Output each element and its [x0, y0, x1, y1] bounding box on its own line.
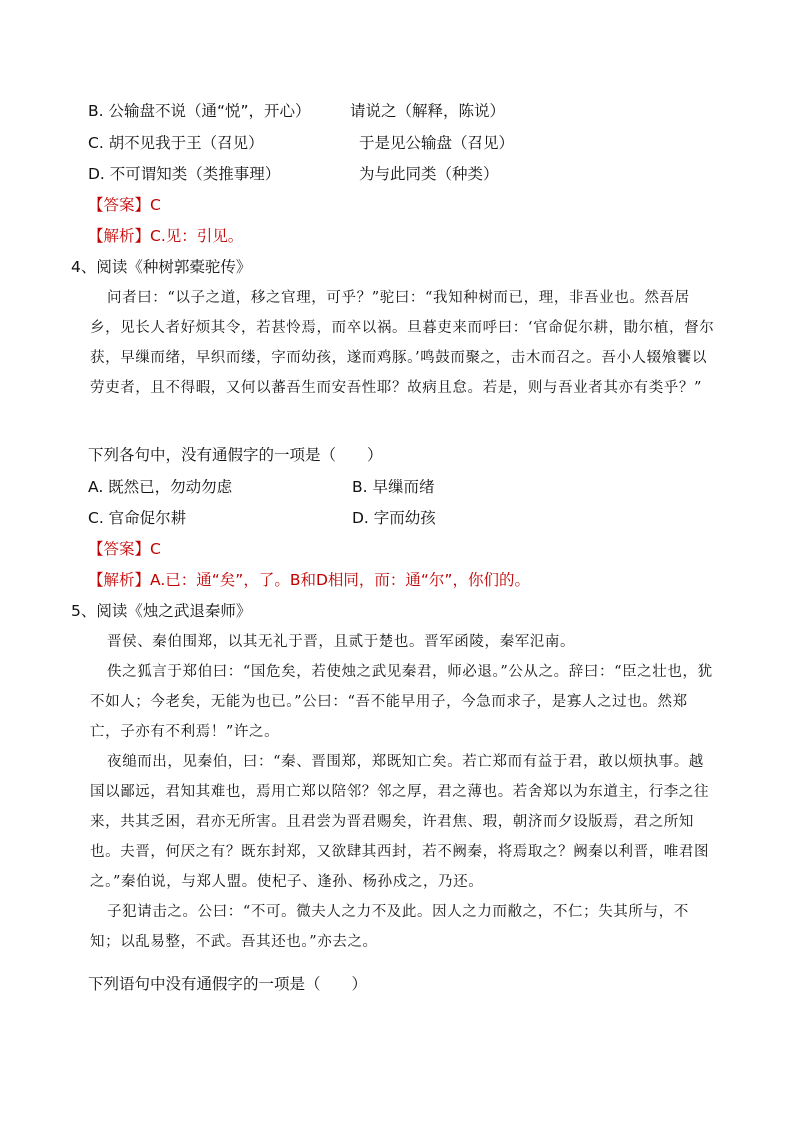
q5-paragraph-1: 晋侯、秦伯围郑，以其无礼于晋，且贰于楚也。晋军函陵，秦军氾南。 — [107, 634, 576, 650]
q4-title: 4、阅读《种树郭橐驼传》 — [71, 258, 252, 276]
q4-answer-value: C — [150, 540, 161, 558]
q5-title: 5、阅读《烛之武退秦师》 — [71, 602, 252, 620]
q4-passage: 问者曰：“以子之道，移之官理，可乎？”驼曰：“我知种树而已，理，非吾业也。然吾居乡，见长人者好烦其令，若甚怜焉，而卒以祸。旦暮吏来而呼曰：‘官命促尔耕，勖尔植，督尔获，早缫而绪，早织而缕，字而幼孩，遂而鸡豚。’鸣鼓而聚之，击木而召之。吾小人辍飧饔以劳吏者，且不得暇，又何以蕃吾生而安吾性耶？故病且怠。若是，则与吾业者其亦有类乎？” — [90, 290, 715, 396]
q5-paragraph-3: 夜缒而出，见秦伯，曰：“秦、晋围郑，郑既知亡矣。若亡郑而有益于君，敢以烦执事。越国以鄙远，君知其难也，焉用亡郑以陪邻？邻之厚，君之薄也。若舍郑以为东道主，行李之往来，共其乏困，君亦无所害。且君尝为晋君赐矣，许君焦、瑕，朝济而夕设版焉，君之所知也。夫晋，何厌之有？既东封郑，又欲肆其西封，若不阙秦，将焉取之？阙秦以利晋，唯君图之。”秦伯说，与郑人盟。使杞子、逢孙、杨孙戍之，乃还。 — [90, 754, 710, 890]
analysis-value: C.见：引见。 — [150, 227, 244, 245]
q4-analysis-value: A.已：通“矣”，了。B和D相同，而：通“尔”，你们的。 — [150, 571, 530, 589]
option-c-left: C. 胡不见我于王（召见） — [88, 134, 264, 152]
q5-question: 下列语句中没有通假字的一项是（ ） — [88, 975, 368, 993]
option-b-right: 请说之（解释，陈说） — [350, 102, 506, 120]
answer-1 — [88, 194, 161, 216]
q4-option-c: C. 官命促尔耕 — [88, 509, 187, 527]
q4-option-a: A. 既然已，勿动勿虑 — [88, 478, 233, 496]
q4-analysis — [88, 569, 530, 591]
answer-tag: 【答案】 — [88, 196, 151, 214]
q4-analysis-tag: 【解析】 — [88, 571, 151, 589]
option-c-right: 于是见公输盘（召见） — [359, 134, 515, 152]
q5-paragraph-4: 子犯请击之。公曰：“不可。微夫人之力不及此。因人之力而敝之，不仁；失其所与，不知；以乱易整，不武。吾其还也。”亦去之。 — [90, 904, 689, 950]
analysis-1 — [88, 225, 243, 247]
q4-question: 下列各句中，没有通假字的一项是（ ） — [88, 446, 383, 464]
option-b-left: B. 公输盘不说（通“悦”，开心） — [88, 102, 311, 120]
option-d-left: D. 不可谓知类（类推事理） — [88, 165, 281, 183]
answer-value: C — [150, 196, 161, 214]
q5-paragraph-2: 佚之狐言于郑伯曰：“国危矣，若使烛之武见秦君，师必退。”公从之。辞曰：“臣之壮也，犹不如人；今老矣，无能为也已。”公曰：“吾不能早用子，今急而求子，是寡人之过也。然郑亡，子亦有不利焉！”许之。 — [90, 664, 713, 740]
q4-option-b: B. 早缫而绪 — [352, 478, 435, 496]
option-d-right: 为与此同类（种类） — [359, 165, 499, 183]
q4-answer-tag: 【答案】 — [88, 540, 151, 558]
q4-answer — [88, 538, 161, 560]
q4-option-d: D. 字而幼孩 — [352, 509, 436, 527]
analysis-tag: 【解析】 — [88, 227, 151, 245]
